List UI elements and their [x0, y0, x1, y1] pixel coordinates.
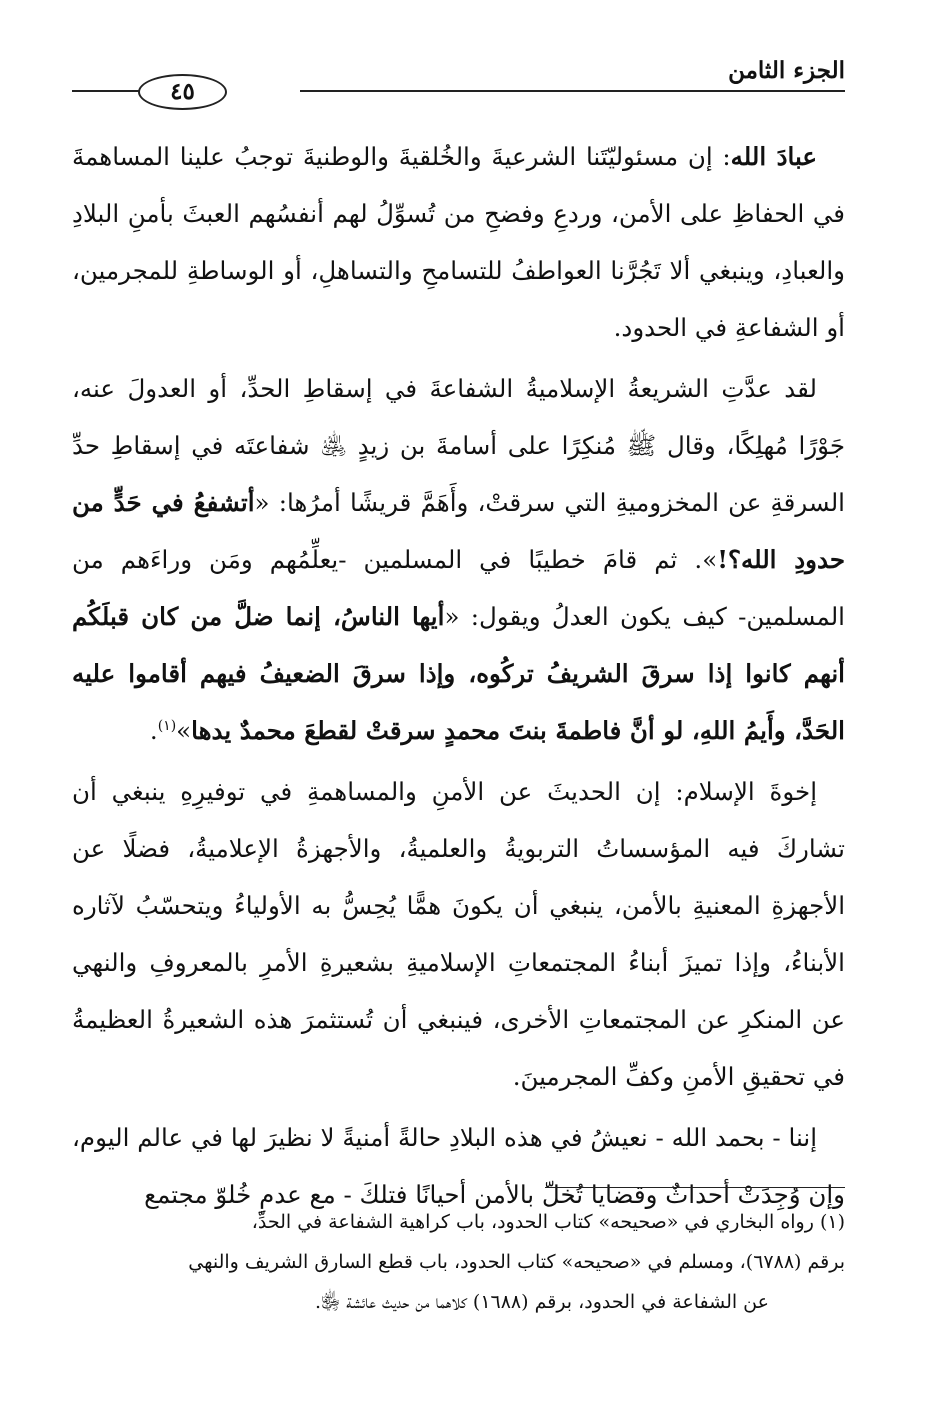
paragraph-2-close-quote: »: [176, 716, 192, 745]
paragraph-2: [72, 360, 845, 759]
footnote-line-2: برقم (٦٧٨٨)، ومسلم في «صحيحه» كتاب الحدود، باب قطع السارق الشريف والنهي: [188, 1251, 845, 1273]
page-number-oval: [138, 74, 227, 110]
hadith-quote-1: أتشفعُ في حَدٍّ من حدودِ الله؟!: [72, 488, 845, 574]
hadith-quote-2: أيها الناسُ، إنما ضلَّ من كان قبلَكُم أنهم كانوا إذا سرقَ الشريفُ تركُوه، وإذا سرقَ الضعيفُ فيهم أقاموا عليه الحَدَّ، وأَيمُ اللهِ، لو أنَّ فاطمةَ بنتَ محمدٍ سرقتْ لقطعَ محمدٌ يدها: [72, 602, 845, 745]
main-text: [72, 128, 845, 1223]
paragraph-1-lead: عبادَ الله: [730, 142, 817, 171]
footnote-line-1: (١) رواه البخاري في «صحيحه» كتاب الحدود، باب كراهية الشفاعة في الحدِّ،: [251, 1211, 845, 1233]
paragraph-1: [72, 128, 845, 356]
header-rule-right: [300, 90, 845, 92]
paragraph-2-text-b: ». ثم قامَ خطيبًا في المسلمين -يعلِّمُهم ومَن وراءَهم من المسلمين- كيف يكون العدلُ ويقول: «: [72, 545, 845, 631]
running-header-title: الجزء الثامن: [728, 57, 845, 84]
footnote-reference[interactable]: (١): [157, 717, 177, 734]
footnote: [72, 1202, 845, 1322]
footnote-line-3: عن الشفاعة في الحدود، برقم (١٦٨٨) كلاهما من حديث عائشة ﵂.: [314, 1291, 769, 1313]
paragraph-1-text: : إن مسئوليّتَنا الشرعيةَ والخُلقيةَ والوطنيةَ توجبُ علينا المساهمةَ في الحفاظِ على الأمن، وردعِ وفضحِ من تُسوِّلُ لهم أنفسُهم العبثَ بأمنِ البلادِ والعبادِ، وينبغي ألا تَجُرَّنا العواطفُ للتسامحِ والتساهلِ، أو الوساطةِ للمجرمين، أو الشفاعةِ في الحدود.: [72, 142, 845, 342]
paragraph-4: إننا - بحمد الله - نعيشُ في هذه البلادِ حالةً أمنيةً لا نظيرَ لها في عالم اليوم، وإن وُجِدَتْ أحداثٌ وقضايا تُخلّ بالأمن أحيانًا فتلكَ - مع عدمِ خُلوّ مجتمع: [72, 1123, 845, 1209]
page-number: ٤٥: [170, 78, 195, 105]
paragraph-2-text-a: لقد عدَّتِ الشريعةُ الإسلاميةُ الشفاعةَ في إسقاطِ الحدِّ، أو العدولَ عنه، جَوْرًا مُهلِكًا، وقال ﷺ مُنكِرًا على أسامةَ بن زيدٍ ﵁ شفاعتَه في إسقاطِ حدِّ السرقةِ عن المخزوميةِ التي سرقتْ، وأَهَمَّ قريشًا أمرُها: «: [72, 374, 845, 517]
footnote-separator: [545, 1187, 845, 1188]
paragraph-2-end: .: [149, 716, 158, 745]
header-rule-left: [72, 90, 142, 92]
paragraph-3: إخوةَ الإسلام: إن الحديثَ عن الأمنِ والمساهمةِ في توفيرِهِ ينبغي أن تشاركَ فيه المؤسساتُ التربويةُ والعلميةُ، والأجهزةُ الإعلاميةُ، فضلًا عن الأجهزةِ المعنيةِ بالأمن، ينبغي أن يكونَ همًّا يُحِسُّ به الأولياءُ ويتحسّبُ لآثاره الأبناءُ، وإذا تميزَ أبناءُ المجتمعاتِ الإسلاميةِ بشعيرةِ الأمرِ بالمعروفِ والنهي عن المنكرِ عن المجتمعاتِ الأخرى، فينبغي أن تُستثمرَ هذه الشعيرةُ العظيمةُ في تحقيقِ الأمنِ وكفِّ المجرمينَ.: [72, 777, 845, 1091]
